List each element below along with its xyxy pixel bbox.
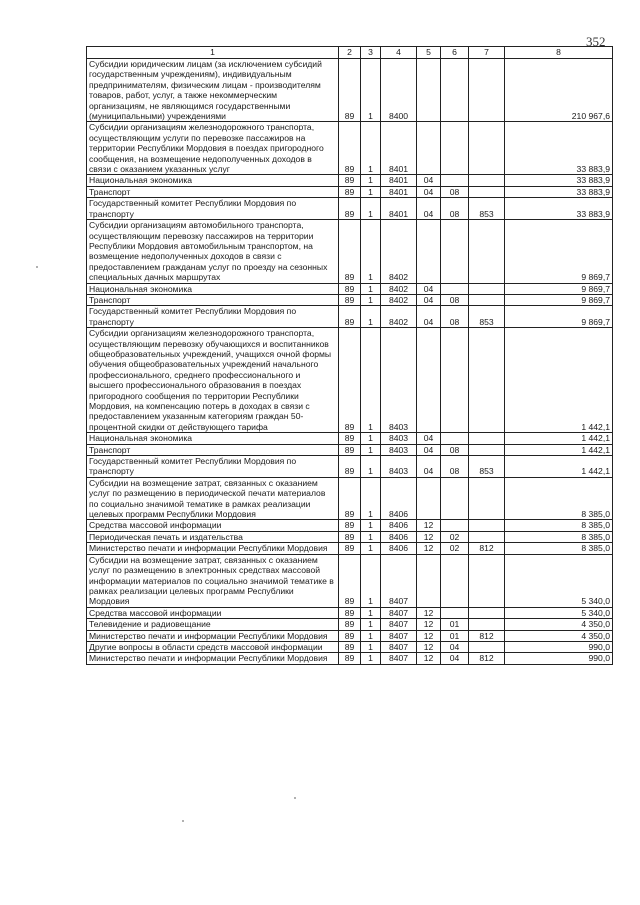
row-name-cell: Транспорт [87,294,339,305]
row-code-3-cell: 1 [361,59,381,122]
row-code-3-cell: 1 [361,653,381,664]
row-code-7-cell: 853 [469,456,505,478]
row-code-5-cell: 12 [417,653,441,664]
row-name-cell: Субсидии на возмещение затрат, связанных с оказанием услуг по размещению в электронных средствах массовой информации материалов по социально значимой тематике в рамках реализации целевых программ Республики Мордовия [87,554,339,607]
table-row [87,198,613,220]
table-row [87,294,613,305]
row-code-2-cell: 89 [339,122,361,175]
row-amount-cell: 9 869,7 [505,283,613,294]
row-code-2-cell: 89 [339,220,361,283]
row-code-7-cell [469,477,505,520]
row-code-2-cell: 89 [339,653,361,664]
row-code-6-cell: 08 [441,456,469,478]
row-code-6-cell: 08 [441,186,469,197]
row-amount-cell: 210 967,6 [505,59,613,122]
row-code-3-cell: 1 [361,283,381,294]
row-code-3-cell: 1 [361,619,381,630]
row-code-5-cell: 04 [417,456,441,478]
row-code-5-cell: 04 [417,444,441,455]
row-code-3-cell: 1 [361,607,381,618]
row-code-2-cell: 89 [339,198,361,220]
row-code-6-cell: 08 [441,294,469,305]
row-amount-cell: 9 869,7 [505,306,613,328]
row-code-5-cell [417,59,441,122]
header-col-4: 4 [381,47,417,59]
row-code-2-cell: 89 [339,520,361,531]
row-amount-cell: 1 442,1 [505,456,613,478]
row-code-6-cell [441,520,469,531]
row-code-2-cell: 89 [339,641,361,652]
table-row [87,520,613,531]
row-code-4-cell: 8407 [381,607,417,618]
row-code-6-cell: 08 [441,444,469,455]
row-code-6-cell: 04 [441,641,469,652]
row-code-6-cell: 04 [441,653,469,664]
row-code-3-cell: 1 [361,306,381,328]
row-code-5-cell: 04 [417,175,441,186]
row-name-cell: Субсидии организациям автомобильного транспорта, осуществляющим перевозку пассажиров на территории Республики Мордовия автомобильным транспортом, на возмещение недополученных доходов в связи с предоставлением гражданам услуг по проезду на сезонных специальных дачных маршрутах [87,220,339,283]
row-code-3-cell: 1 [361,543,381,554]
table-header-row [87,47,613,59]
row-code-7-cell: 812 [469,630,505,641]
row-code-5-cell: 04 [417,283,441,294]
row-code-7-cell [469,175,505,186]
row-code-7-cell [469,641,505,652]
row-code-3-cell: 1 [361,433,381,444]
row-code-3-cell: 1 [361,122,381,175]
row-code-7-cell [469,59,505,122]
row-amount-cell: 33 883,9 [505,198,613,220]
row-code-5-cell: 12 [417,543,441,554]
row-code-5-cell: 04 [417,294,441,305]
row-code-3-cell: 1 [361,641,381,652]
row-code-5-cell: 12 [417,531,441,542]
row-code-2-cell: 89 [339,477,361,520]
row-code-2-cell: 89 [339,444,361,455]
row-code-2-cell: 89 [339,554,361,607]
row-code-6-cell: 01 [441,630,469,641]
row-code-6-cell [441,477,469,520]
row-code-7-cell [469,283,505,294]
row-code-3-cell: 1 [361,630,381,641]
row-code-4-cell: 8407 [381,630,417,641]
row-code-7-cell: 812 [469,653,505,664]
row-code-6-cell: 02 [441,531,469,542]
row-code-5-cell: 12 [417,607,441,618]
row-amount-cell: 990,0 [505,641,613,652]
row-code-7-cell [469,619,505,630]
row-code-5-cell: 12 [417,520,441,531]
row-code-6-cell [441,433,469,444]
row-name-cell: Национальная экономика [87,175,339,186]
row-code-4-cell: 8401 [381,198,417,220]
scan-speck [36,266,38,268]
table-row [87,444,613,455]
row-amount-cell: 8 385,0 [505,531,613,542]
table-row [87,619,613,630]
row-code-2-cell: 89 [339,175,361,186]
row-code-7-cell: 853 [469,306,505,328]
row-name-cell: Субсидии организациям железнодорожного транспорта, осуществляющим услуги по перевозке пассажиров на территории Республики Мордовия в поездах пригородного сообщения, на возмещение недополученных доходов в связи с оказанием указанных услуг [87,122,339,175]
row-code-6-cell [441,122,469,175]
row-code-4-cell: 8403 [381,456,417,478]
row-code-5-cell: 12 [417,619,441,630]
row-code-6-cell: 01 [441,619,469,630]
row-amount-cell: 33 883,9 [505,122,613,175]
row-amount-cell: 8 385,0 [505,520,613,531]
row-code-4-cell: 8402 [381,283,417,294]
row-code-2-cell: 89 [339,543,361,554]
row-code-4-cell: 8402 [381,220,417,283]
row-code-2-cell: 89 [339,283,361,294]
row-code-7-cell [469,531,505,542]
table-row [87,456,613,478]
row-code-5-cell: 12 [417,630,441,641]
row-code-4-cell: 8403 [381,328,417,433]
row-code-4-cell: 8406 [381,520,417,531]
table-row [87,554,613,607]
row-code-7-cell [469,520,505,531]
row-code-5-cell [417,328,441,433]
row-code-2-cell: 89 [339,433,361,444]
row-name-cell: Государственный комитет Республики Мордовия по транспорту [87,456,339,478]
row-amount-cell: 9 869,7 [505,220,613,283]
row-code-3-cell: 1 [361,198,381,220]
row-code-4-cell: 8403 [381,433,417,444]
row-amount-cell: 4 350,0 [505,630,613,641]
table-row [87,283,613,294]
row-code-5-cell: 04 [417,306,441,328]
row-name-cell: Министерство печати и информации Республики Мордовия [87,630,339,641]
row-code-2-cell: 89 [339,186,361,197]
table-row [87,59,613,122]
row-code-7-cell [469,444,505,455]
row-amount-cell: 33 883,9 [505,186,613,197]
header-col-8: 8 [505,47,613,59]
row-code-5-cell: 04 [417,433,441,444]
row-code-7-cell [469,433,505,444]
row-amount-cell: 1 442,1 [505,444,613,455]
row-code-7-cell [469,122,505,175]
row-code-3-cell: 1 [361,554,381,607]
row-code-6-cell [441,283,469,294]
row-code-2-cell: 89 [339,531,361,542]
table-row [87,175,613,186]
scan-speck [294,797,296,799]
row-code-5-cell: 04 [417,198,441,220]
row-code-6-cell [441,328,469,433]
row-name-cell: Национальная экономика [87,433,339,444]
scan-speck [182,820,184,822]
row-code-5-cell [417,220,441,283]
table-row [87,653,613,664]
table-row [87,328,613,433]
table-row [87,220,613,283]
row-amount-cell: 8 385,0 [505,477,613,520]
table-row [87,477,613,520]
row-code-5-cell [417,554,441,607]
table-row [87,122,613,175]
table-row [87,531,613,542]
row-amount-cell: 4 350,0 [505,619,613,630]
row-code-4-cell: 8406 [381,531,417,542]
row-code-4-cell: 8402 [381,294,417,305]
row-code-6-cell [441,554,469,607]
row-name-cell: Субсидии на возмещение затрат, связанных с оказанием услуг по размещению в периодической печати материалов по социально значимой тематике в рамках реализации целевых программ Республики Мордовия [87,477,339,520]
row-code-4-cell: 8407 [381,554,417,607]
header-col-5: 5 [417,47,441,59]
header-col-2: 2 [339,47,361,59]
row-code-6-cell: 02 [441,543,469,554]
row-code-2-cell: 89 [339,630,361,641]
row-code-4-cell: 8403 [381,444,417,455]
row-code-5-cell [417,122,441,175]
row-code-6-cell [441,607,469,618]
row-name-cell: Другие вопросы в области средств массовой информации [87,641,339,652]
table-row [87,433,613,444]
row-code-3-cell: 1 [361,477,381,520]
row-code-3-cell: 1 [361,186,381,197]
row-name-cell: Средства массовой информации [87,607,339,618]
row-amount-cell: 33 883,9 [505,175,613,186]
row-name-cell: Государственный комитет Республики Мордовия по транспорту [87,198,339,220]
row-code-3-cell: 1 [361,531,381,542]
row-code-7-cell [469,220,505,283]
row-code-7-cell [469,328,505,433]
row-amount-cell: 9 869,7 [505,294,613,305]
budget-table [86,46,613,665]
row-amount-cell: 5 340,0 [505,554,613,607]
row-code-7-cell: 853 [469,198,505,220]
row-code-3-cell: 1 [361,520,381,531]
row-amount-cell: 990,0 [505,653,613,664]
row-name-cell: Телевидение и радиовещание [87,619,339,630]
row-amount-cell: 1 442,1 [505,433,613,444]
row-name-cell: Министерство печати и информации Республики Мордовия [87,543,339,554]
table-row [87,543,613,554]
row-code-5-cell: 12 [417,641,441,652]
row-code-4-cell: 8402 [381,306,417,328]
row-code-2-cell: 89 [339,607,361,618]
row-code-6-cell: 08 [441,198,469,220]
row-code-4-cell: 8406 [381,543,417,554]
row-code-6-cell [441,220,469,283]
row-code-5-cell [417,477,441,520]
row-amount-cell: 5 340,0 [505,607,613,618]
row-name-cell: Субсидии юридическим лицам (за исключением субсидий государственным учреждениям), индивидуальным предпринимателям, физическим лицам - производителям товаров, работ, услуг, а также некоммерческим организациям, не являющимся государственными (муниципальными) учреждениями [87,59,339,122]
header-col-3: 3 [361,47,381,59]
row-amount-cell: 8 385,0 [505,543,613,554]
row-name-cell: Государственный комитет Республики Мордовия по транспорту [87,306,339,328]
row-code-7-cell [469,607,505,618]
table-row [87,630,613,641]
page-number: 352 [586,34,606,49]
row-code-3-cell: 1 [361,294,381,305]
row-code-3-cell: 1 [361,175,381,186]
row-code-5-cell: 04 [417,186,441,197]
row-code-3-cell: 1 [361,328,381,433]
row-amount-cell: 1 442,1 [505,328,613,433]
row-code-2-cell: 89 [339,294,361,305]
row-name-cell: Национальная экономика [87,283,339,294]
row-code-2-cell: 89 [339,456,361,478]
row-name-cell: Субсидии организациям железнодорожного транспорта, осуществляющим перевозку обучающихся и воспитанников общеобразовательных учреждений, учащихся очной формы обучения общеобразовательных учреждений начального профессионального, среднего профессионального и высшего профессионального образования в поездах пригородного сообщения по территории Республики Мордовия, на компенсацию потерь в доходах в связи с предоставлением указанным категориям граждан 50-процентной скидки от действующего тарифа [87,328,339,433]
row-code-4-cell: 8401 [381,186,417,197]
row-code-2-cell: 89 [339,328,361,433]
row-code-2-cell: 89 [339,619,361,630]
row-name-cell: Транспорт [87,186,339,197]
row-code-2-cell: 89 [339,59,361,122]
row-name-cell: Транспорт [87,444,339,455]
table-row [87,641,613,652]
row-code-3-cell: 1 [361,444,381,455]
row-code-4-cell: 8400 [381,59,417,122]
row-code-4-cell: 8401 [381,175,417,186]
row-code-4-cell: 8407 [381,619,417,630]
row-code-3-cell: 1 [361,456,381,478]
row-code-3-cell: 1 [361,220,381,283]
row-code-6-cell: 08 [441,306,469,328]
row-name-cell: Министерство печати и информации Республики Мордовия [87,653,339,664]
row-code-2-cell: 89 [339,306,361,328]
header-col-1: 1 [87,47,339,59]
row-code-6-cell [441,59,469,122]
header-col-7: 7 [469,47,505,59]
row-name-cell: Периодическая печать и издательства [87,531,339,542]
row-code-4-cell: 8407 [381,653,417,664]
header-col-6: 6 [441,47,469,59]
row-code-4-cell: 8407 [381,641,417,652]
row-code-7-cell [469,294,505,305]
row-name-cell: Средства массовой информации [87,520,339,531]
row-code-7-cell: 812 [469,543,505,554]
table-row [87,607,613,618]
row-code-4-cell: 8406 [381,477,417,520]
row-code-4-cell: 8401 [381,122,417,175]
row-code-7-cell [469,554,505,607]
table-row [87,306,613,328]
row-code-6-cell [441,175,469,186]
table-row [87,186,613,197]
row-code-7-cell [469,186,505,197]
